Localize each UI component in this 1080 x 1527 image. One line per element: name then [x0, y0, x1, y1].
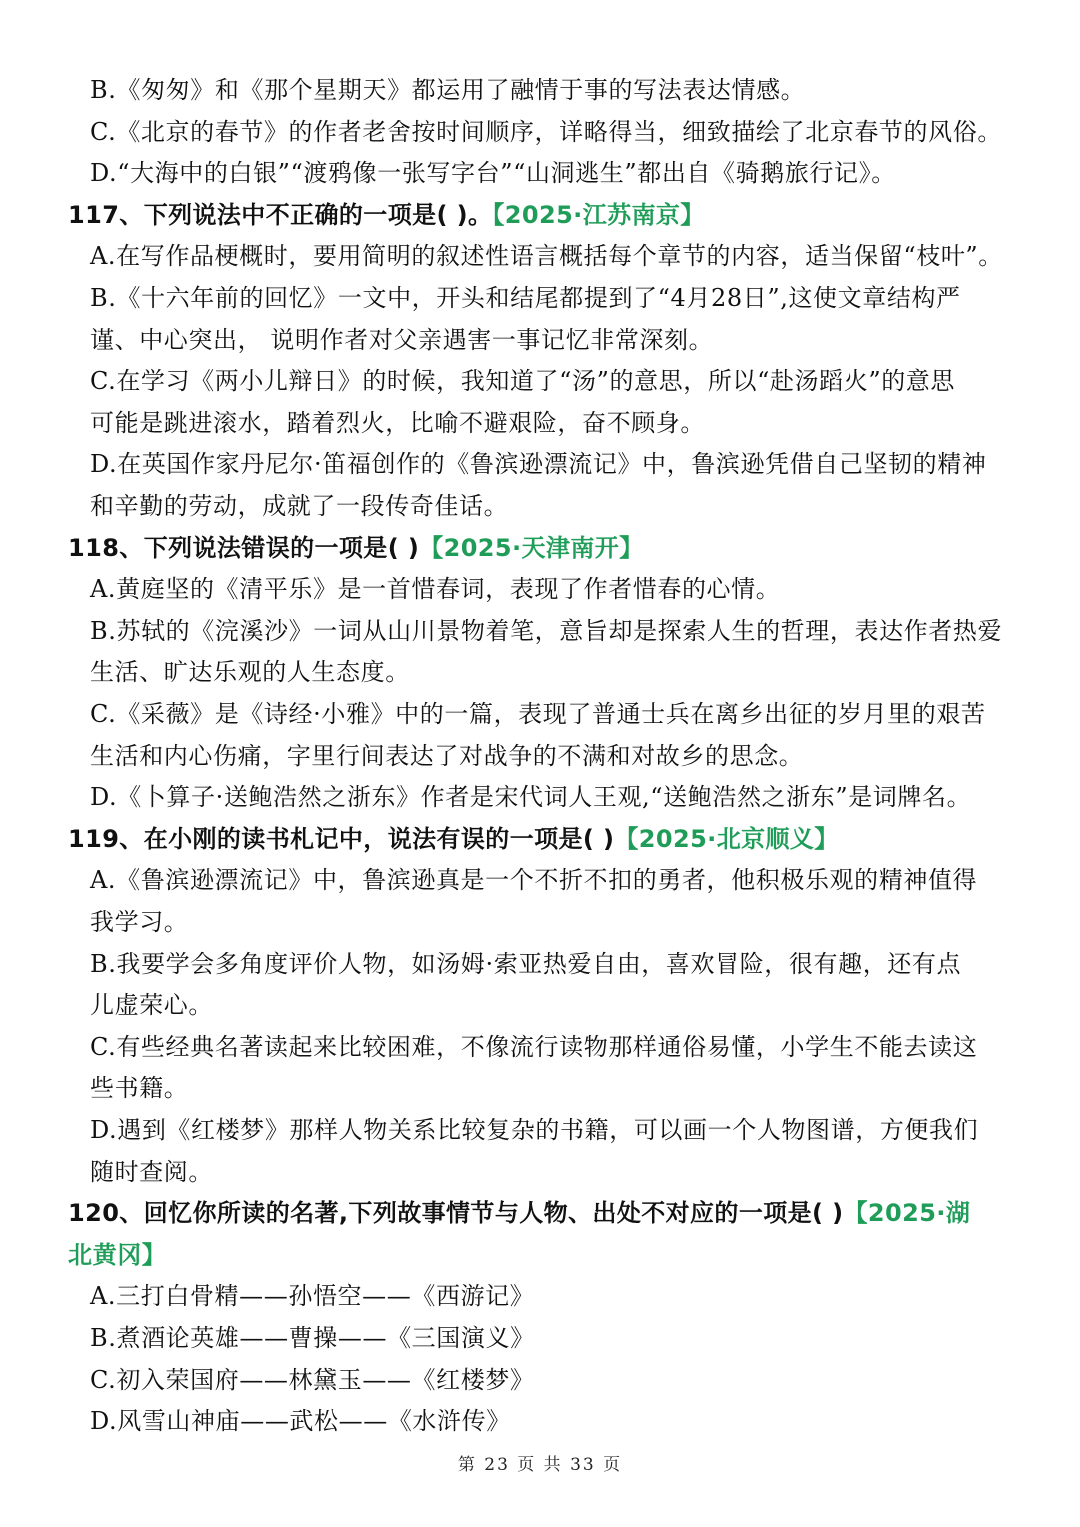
answer-option: D.遇到《红楼梦》那样人物关系比较复杂的书籍，可以画一个人物图谱，方便我们	[90, 1116, 979, 1144]
answer-option: B.《十六年前的回忆》一文中，开头和结尾都提到了“4月28日”,这使文章结构严	[90, 284, 961, 312]
question-stem	[68, 1193, 1018, 1233]
option-continuation: 我学习。	[90, 908, 189, 936]
option-continuation: 儿虚荣心。	[90, 991, 213, 1020]
question-text: 117、下列说法中不正确的一项是( )。	[68, 200, 493, 229]
answer-option: D.在英国作家丹尼尔·笛福创作的《鲁滨逊漂流记》中，鲁滨逊凭借自己坚韧的精神	[90, 450, 987, 479]
question-source-tag: 北黄冈】	[68, 1240, 167, 1269]
answer-option: C.初入荣国府——林黛玉——《红楼梦》	[90, 1365, 535, 1394]
answer-option: A.在写作品梗概时，要用简明的叙述性语言概括每个章节的内容，适当保留“枝叶”。	[90, 242, 1003, 271]
question-text: 119、在小刚的读书札记中，说法有误的一项是( )	[68, 824, 615, 853]
answer-option: B.我要学会多角度评价人物，如汤姆·索亚热爱自由，喜欢冒险，很有趣，还有点	[90, 949, 962, 978]
answer-option: A.三打白骨精——孙悟空——《西游记》	[90, 1282, 535, 1311]
question-source-tag: 【2025·江苏南京】	[492, 200, 705, 229]
answer-option: C.《采薇》是《诗经·小雅》中的一篇，表现了普通士兵在离乡出征的岁月里的艰苦	[90, 700, 986, 728]
question-stem	[68, 195, 1018, 235]
answer-option: D.风雪山神庙——武松——《水浒传》	[90, 1407, 511, 1436]
answer-option: C.有些经典名著读起来比较困难，不像流行读物那样通俗易懂，小学生不能去读这	[90, 1032, 978, 1061]
answer-option: D.《卜算子·送鲍浩然之浙东》作者是宋代词人王观,“送鲍浩然之浙东”是词牌名。	[90, 783, 972, 812]
answer-option: B.煮酒论英雄——曹操——《三国演义》	[90, 1324, 535, 1352]
page-footer: 第 23 页 共 33 页	[457, 1455, 623, 1475]
answer-option: A.黄庭坚的《清平乐》是一首惜春词，表现了作者惜春的心情。	[90, 575, 781, 604]
question-source-tag: 【2025·北京顺义】	[614, 824, 839, 853]
answer-option: C.《北京的春节》的作者老舍按时间顺序，详略得当，细致描绘了北京春节的风俗。	[90, 117, 1002, 146]
question-stem	[68, 819, 1018, 859]
option-continuation: 和辛勤的劳动，成就了一段传奇佳话。	[90, 492, 509, 520]
question-text: 118、下列说法错误的一项是( )	[68, 533, 420, 562]
question-text: 120、回忆你所读的名著,下列故事情节与人物、出处不对应的一项是( )	[68, 1199, 844, 1228]
option-continuation: 随时查阅。	[90, 1157, 213, 1186]
option-continuation: 谨、中心突出， 说明作者对父亲遇害一事记忆非常深刻。	[90, 325, 714, 354]
option-continuation: 生活、旷达乐观的人生态度。	[90, 658, 410, 687]
answer-option: B.《匆匆》和《那个星期天》都运用了融情于事的写法表达情感。	[90, 76, 806, 104]
answer-option: D.“大海中的白银”“渡鸦像一张写字台”“山洞逃生”都出自《骑鹅旅行记》。	[90, 159, 896, 188]
option-continuation: 可能是跳进滚水，踏着烈火，比喻不避艰险，奋不顾身。	[90, 408, 705, 437]
answer-option: C.在学习《两小儿辩日》的时候，我知道了“汤”的意思，所以“赴汤蹈火”的意思	[90, 367, 956, 396]
question-source-tag: 【2025·湖	[843, 1199, 971, 1228]
answer-option: B.苏轼的《浣溪沙》一词从山川景物着笔，意旨却是探索人生的哲理，表达作者热爱	[90, 616, 1003, 645]
question-stem	[68, 528, 1018, 568]
option-continuation: 些书籍。	[90, 1074, 189, 1103]
answer-option: A.《鲁滨逊漂流记》中，鲁滨逊真是一个不折不扣的勇者，他积极乐观的精神值得	[90, 866, 978, 895]
question-source-tag: 【2025·天津南开】	[419, 533, 644, 562]
option-continuation: 生活和内心伤痛，字里行间表达了对战争的不满和对故乡的思念。	[90, 741, 804, 770]
